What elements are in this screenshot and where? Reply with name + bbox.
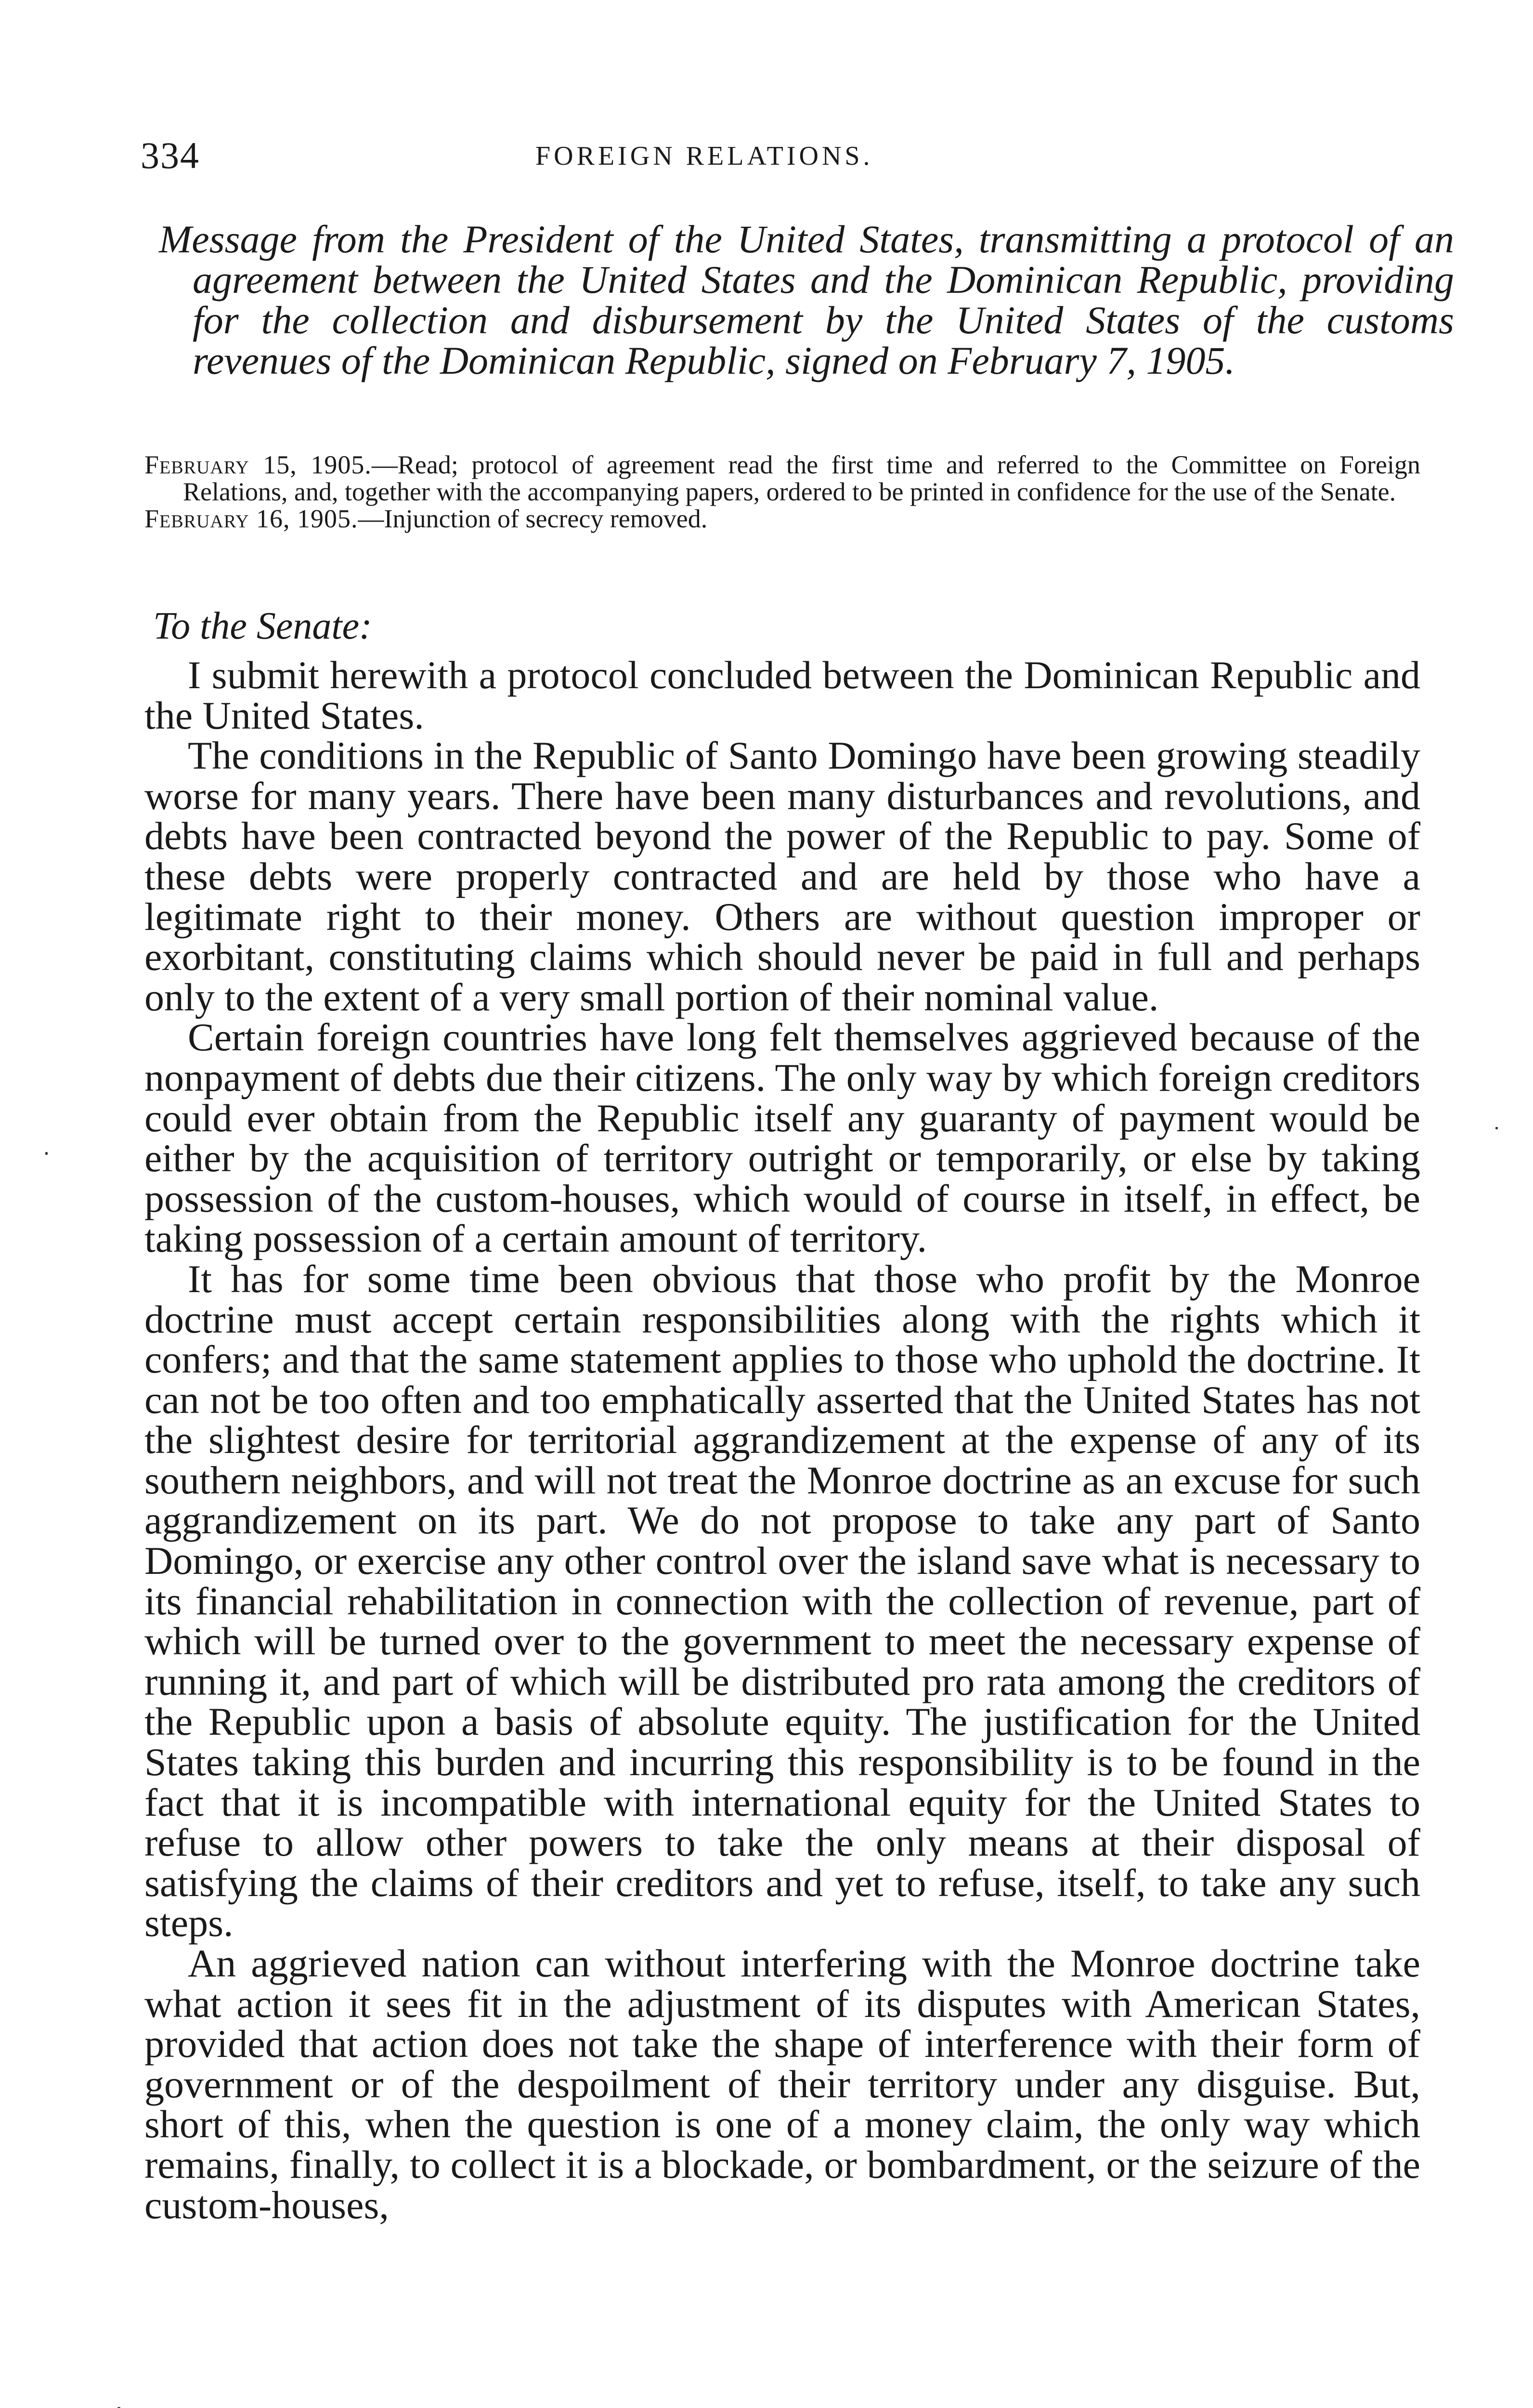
proceeding-entry	[144, 451, 1420, 505]
body-paragraph: I submit herewith a protocol concluded between the Dominican Republic and the United States.	[144, 653, 1420, 737]
message-title: Message from the President of the United States, transmitting a protocol of an agreement between the United States and the Dominican Republic, providing for the collection and disbursement by the United States of the customs revenues of the Dominican Republic, signed on February 7, 1905.	[159, 217, 1454, 382]
print-speck	[45, 1152, 48, 1155]
running-head	[141, 134, 1421, 177]
proceedings-block	[144, 451, 1420, 532]
running-title: FOREIGN RELATIONS.	[535, 141, 873, 171]
page-number: 334	[141, 134, 200, 176]
proceeding-date: February 15, 1905.	[144, 450, 372, 479]
proceeding-text: —Injunction of secrecy removed.	[358, 504, 708, 533]
body-paragraph: It has for some time been obvious that those who profit by the Monroe doctrine must accept certain responsibilities along with the rights which it confers; and that the same statement applies to those who uphold the doctrine. It can not be too often and too emphatically asserted that the United States has not the slightest desire for territorial aggrandizement at the expense of any of its southern neighbors, and will not treat the Monroe doctrine as an excuse for such aggrandizement on its part. We do not propose to take any part of Santo Domingo, or exercise any other control over the island save what is necessary to its financial rehabilitation in connection with the collection of revenue, part of which will be turned over to the government to meet the necessary expense of running it, and part of which will be distributed pro rata among the creditors of the Republic upon a basis of absolute equity. The justification for the United States taking this burden and incurring this responsibility is to be found in the fact that it is incompatible with international equity for the United States to refuse to allow other powers to take the only means at their disposal of satisfying the claims of their creditors and yet to refuse, itself, to take any such steps.	[144, 1256, 1420, 1945]
proceeding-text: —Read; protocol of agreement read the first time and referred to the Committee on Foreign Relations, and, together with the accompanying papers, ordered to be printed in confidence for the use of the Senate.	[183, 450, 1420, 506]
body-paragraph: Certain foreign countries have long felt themselves aggrieved because of the nonpayment of debts due their citizens. The only way by which foreign creditors could ever obtain from the Republic itself any guaranty of payment would be either by the acquisition of territory outright or temporarily, or else by taking possession of the custom-houses, which would of course in itself, in effect, be taking possession of a certain amount of territory.	[144, 1015, 1420, 1261]
body-paragraph: The conditions in the Republic of Santo Domingo have been growing steadily worse for many years. There have been many disturbances and revolutions, and debts have been contracted beyond the power of the Republic to pay. Some of these debts were properly contracted and are held by those who have a legitimate right to their money. Others are without question improper or exorbitant, constituting claims which should never be paid in full and perhaps only to the extent of a very small portion of their nominal value.	[144, 733, 1420, 1019]
body-paragraph: An aggrieved nation can without interfering with the Monroe doctrine take what action it sees fit in the adjustment of its disputes with American States, provided that action does not take the shape of interference with their form of government or of the despoilment of their territory under any disguise. But, short of this, when the question is one of a money claim, the only way which remains, finally, to collect it is a blockade, or bombardment, or the seizure of the custom-houses,	[144, 1941, 1420, 2227]
print-speck	[1495, 1127, 1498, 1129]
proceeding-entry	[144, 505, 1420, 532]
message-body	[144, 655, 1420, 2225]
proceeding-date: February 16, 1905.	[144, 504, 358, 533]
salutation: To the Senate:	[153, 605, 372, 647]
